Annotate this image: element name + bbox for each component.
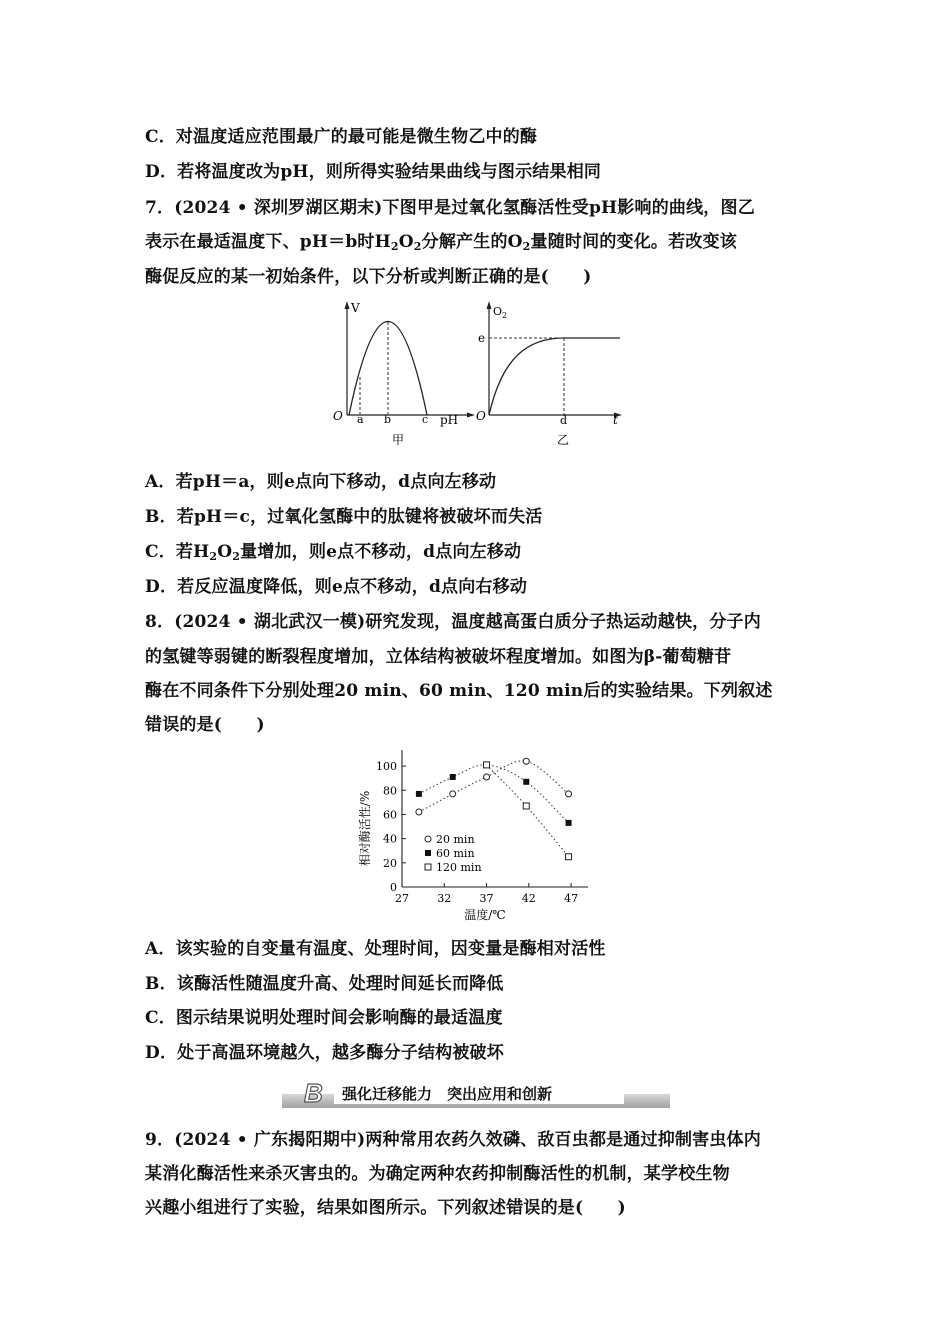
- chart-legend-marker-2: [425, 864, 431, 870]
- chart-point-series1-1: [450, 774, 456, 780]
- figure-a-tick-c: c: [422, 413, 429, 426]
- chart-legend-label-2: 120 min: [436, 861, 482, 874]
- chart-series-curve-0: [419, 761, 569, 812]
- chart-x-label: 温度/℃: [464, 908, 506, 922]
- section-b-badge: B: [304, 1078, 323, 1108]
- chart-legend-label-1: 60 min: [436, 847, 475, 860]
- q8-stem-line2: 的氢键等弱键的断裂程度增加，立体结构被破坏程度增加。如图为β-葡萄糖苷: [145, 647, 732, 667]
- chart-series-curve-2: [487, 765, 569, 857]
- figure-a-y-arrow: [345, 301, 350, 309]
- q8-option-b: B．该酶活性随温度升高、处理时间延长而降低: [145, 974, 504, 994]
- chart-point-series0-2: [484, 774, 490, 780]
- chart-point-series0-4: [566, 791, 572, 797]
- q9-text: 两种常用农药久效磷、敌百虫都是通过抑制害虫体内: [365, 1130, 761, 1150]
- q8-option-d: D．处于高温环境越久，越多酶分子结构被破坏: [145, 1043, 504, 1063]
- q9-stem-line3: 兴趣小组进行了实验，结果如图所示。下列叙述错误的是( ): [145, 1198, 626, 1218]
- chart-x-tick-label: 37: [479, 892, 494, 905]
- figure-a-origin: O: [333, 409, 343, 423]
- q8-option-c: C．图示结果说明处理时间会影响酶的最适温度: [145, 1008, 503, 1028]
- chart-point-series1-0: [416, 791, 422, 797]
- figure-b-y-label: $O_2$: [493, 305, 508, 320]
- q9-stem-line1: [145, 1128, 815, 1152]
- chart-y-label: 相对酶活性/%: [358, 790, 372, 867]
- q8-text: 研究发现，温度越高蛋白质分子热运动越快，分子内: [365, 612, 761, 632]
- chart-point-series2-2: [566, 854, 572, 860]
- q7-figure-a: [325, 298, 475, 450]
- chart-y-tick-label: 100: [376, 760, 397, 774]
- q7-number: 7．: [145, 198, 175, 218]
- q9-source: (2024 • 广东揭阳期中): [174, 1130, 366, 1150]
- chart-x-tick-label: 42: [521, 892, 536, 905]
- figure-b-y-arrow: [487, 301, 492, 309]
- figure-a-caption: 甲: [392, 433, 405, 447]
- section-b-title: 强化迁移能力 突出应用和创新: [342, 1085, 553, 1103]
- q8-stem-line1: [145, 610, 815, 634]
- chart-x-tick-label: 47: [564, 892, 579, 905]
- chart-point-series1-3: [523, 779, 529, 785]
- q8-number: 8．: [145, 612, 175, 632]
- chart-x-tick-label: 27: [395, 892, 409, 905]
- chart-y-tick-label: 40: [383, 832, 397, 846]
- chart-point-series0-1: [450, 791, 456, 797]
- chart-y-tick-label: 80: [383, 784, 397, 798]
- figure-a-x-label: pH: [440, 413, 459, 427]
- q9-number: 9．: [145, 1130, 175, 1150]
- q8-chart: [350, 742, 600, 927]
- q8-stem-line3: 酶在不同条件下分别处理20 min、60 min、120 min后的实验结果。下列叙述: [145, 681, 773, 701]
- chart-y-tick-label: 60: [383, 808, 397, 822]
- figure-b-curve: [489, 338, 620, 415]
- section-b-banner: [282, 1077, 670, 1109]
- q7-stem-line3: 酶促反应的某一初始条件，以下分析或判断正确的是( ): [145, 267, 592, 287]
- chart-legend-label-0: 20 min: [436, 833, 475, 846]
- chart-y-tick-label: 20: [383, 856, 397, 870]
- q7-option-a: A．若pH＝a，则e点向下移动，d点向左移动: [145, 472, 497, 492]
- figure-b-x-label: t: [613, 413, 618, 427]
- chart-point-series2-1: [523, 803, 529, 809]
- figure-b-origin: O: [476, 409, 486, 423]
- figure-b-caption: 乙: [557, 433, 570, 447]
- q7-option-d: D．若反应温度降低，则e点不移动，d点向右移动: [145, 577, 528, 597]
- figure-a-tick-b: b: [384, 413, 392, 426]
- q7-stem-line2: 表示在最适温度下、pH＝b时$H_2O_2$分解产生的$O_2$量随时间的变化。若改变该: [145, 232, 737, 253]
- q6-option-c: C．对温度适应范围最广的最可能是微生物乙中的酶: [145, 127, 538, 147]
- q7-figure-b: [472, 298, 624, 450]
- chart-point-series0-3: [523, 758, 529, 764]
- figure-b-d-label: d: [560, 414, 568, 427]
- q7-source: (2024 • 深圳罗湖区期末): [174, 198, 383, 218]
- chart-legend-marker-0: [425, 836, 431, 842]
- chart-point-series0-0: [416, 809, 422, 815]
- q8-option-a: A．该实验的自变量有温度、处理时间，因变量是酶相对活性: [145, 939, 606, 959]
- q7-option-b: B．若pH＝c，过氧化氢酶中的肽键将被破坏而失活: [145, 507, 543, 527]
- q8-stem-line4: 错误的是( ): [145, 715, 265, 735]
- q8-source: (2024 • 湖北武汉一模): [174, 612, 366, 632]
- figure-a-y-label: V: [351, 301, 360, 315]
- q7-stem-line1: [145, 196, 815, 220]
- figure-b-e-label: e: [478, 331, 486, 345]
- q6-option-d: D．若将温度改为pH，则所得实验结果曲线与图示结果相同: [145, 162, 602, 182]
- q7-option-c: C．若$H_2O_2$量增加，则e点不移动，d点向左移动: [145, 542, 522, 563]
- q7-text: 下图甲是过氧化氢酶活性受pH影响的曲线，图乙: [382, 198, 755, 218]
- chart-y-tick-label: 0: [390, 881, 397, 894]
- chart-x-tick-label: 32: [437, 892, 452, 905]
- figure-a-tick-a: a: [357, 413, 364, 426]
- q9-stem-line2: 某消化酶活性来杀灭害虫的。为确定两种农药抑制酶活性的机制，某学校生物: [145, 1164, 730, 1184]
- chart-point-series1-4: [566, 820, 572, 826]
- chart-legend-marker-1: [425, 850, 431, 856]
- chart-point-series2-0: [484, 762, 490, 768]
